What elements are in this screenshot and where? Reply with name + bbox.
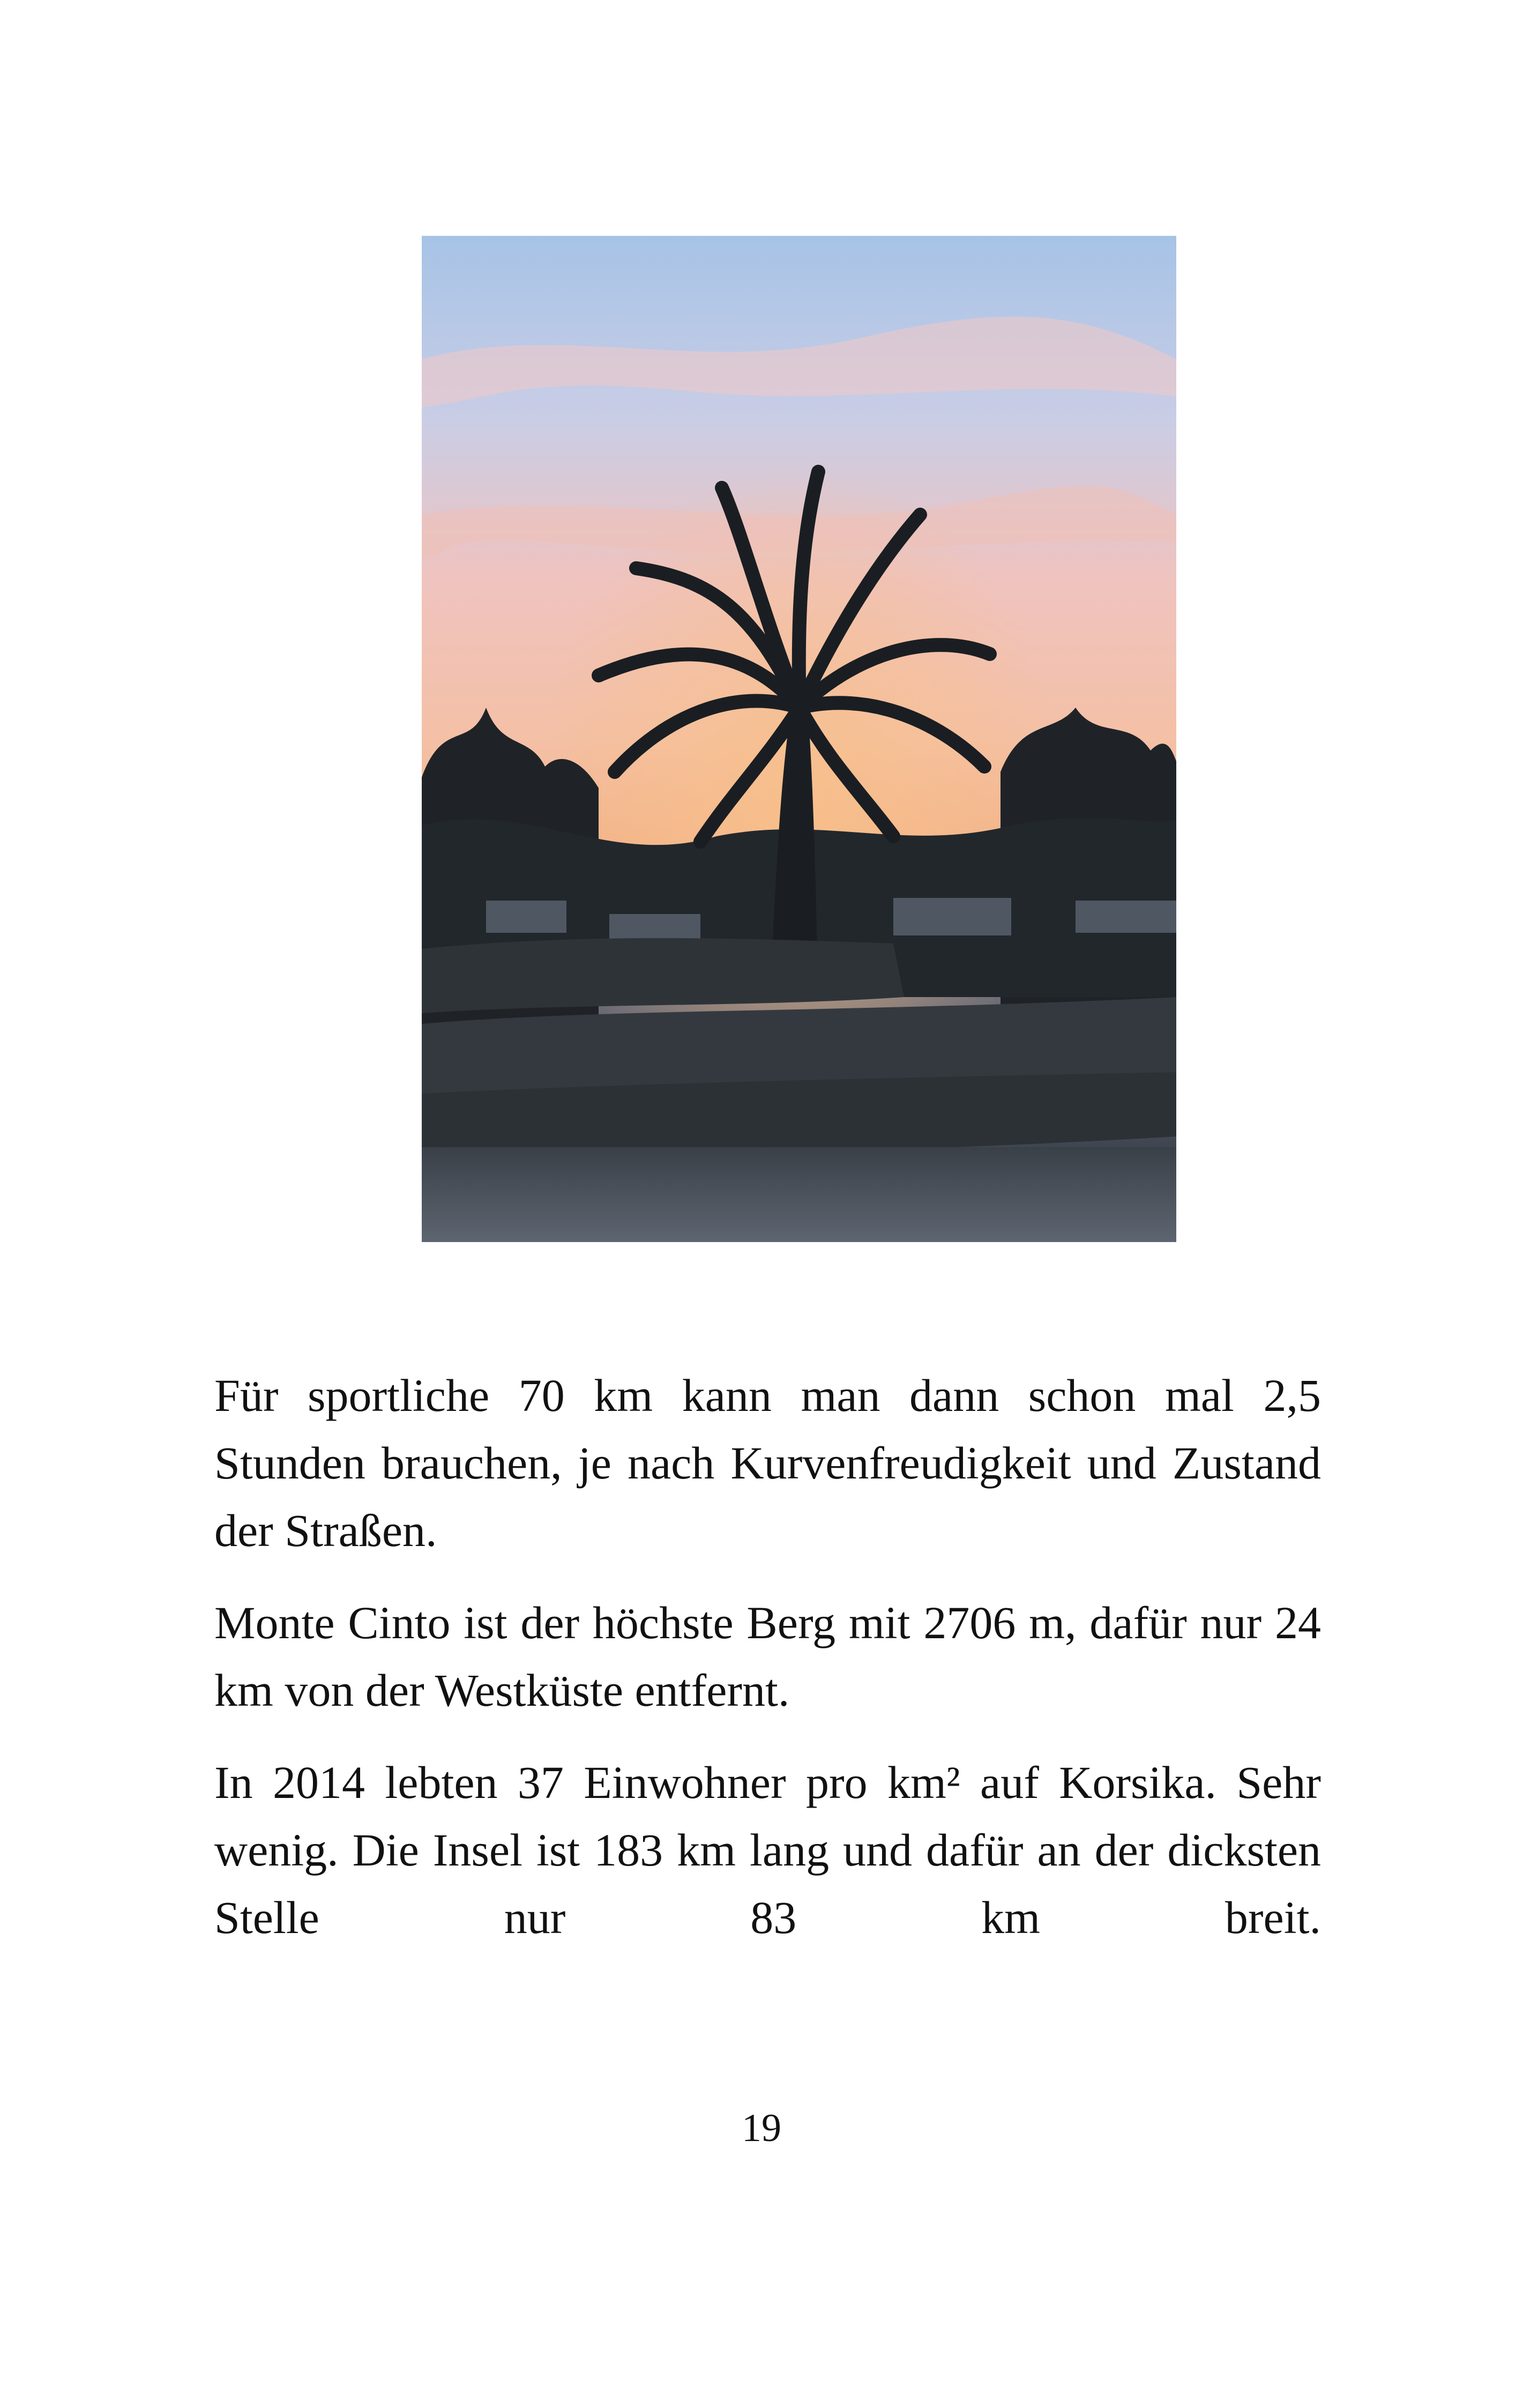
paragraph: Für sportliche 70 km kann man dann schon mal 2,5 Stunden brauchen, je nach Kurvenfreudigkeit und Zustand der Straßen.	[214, 1370, 1321, 1556]
paragraph: Monte Cinto ist der höchste Berg mit 2706 m, dafür nur 24 km von der Westküste entfernt.	[214, 1597, 1321, 1716]
page-number: 19	[742, 2106, 781, 2150]
body-text	[214, 1362, 1321, 1976]
paragraph: In 2014 lebten 37 Einwohner pro km² auf Korsika. Sehr wenig. Die Insel ist 183 km lang und dafür an der dicksten Stelle nur 83 km breit.	[214, 1757, 1321, 1943]
palm-sunset-photo	[422, 236, 1176, 1242]
